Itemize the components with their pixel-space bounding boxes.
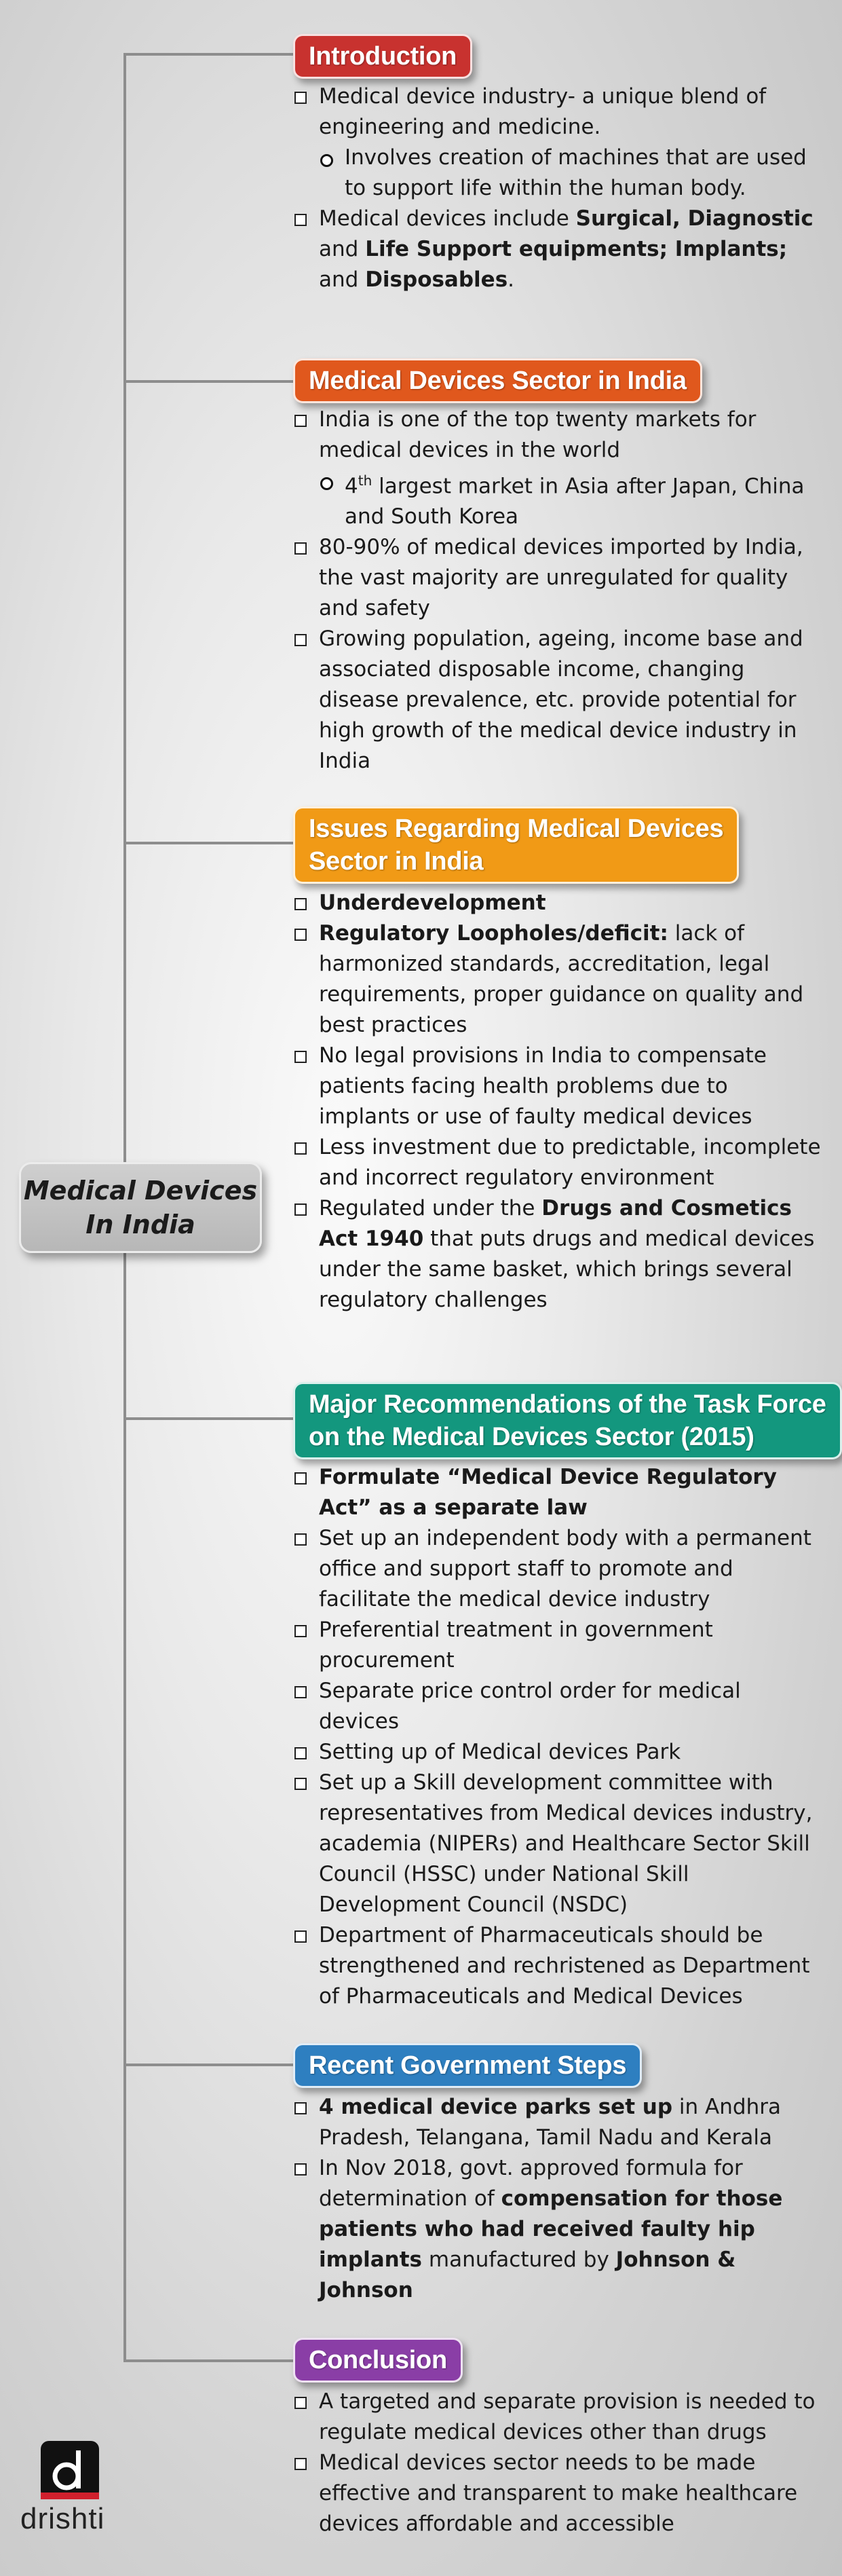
bullet-item: Formulate “Medical Device Regulatory Act” as a separate law <box>293 1462 822 1523</box>
bullet-item: Medical device industry- a unique blend of engineering and medicine. <box>293 81 822 143</box>
center-title-line1: Medical Devices <box>23 1176 258 1206</box>
section-government-steps-list <box>293 2092 822 2306</box>
bullet-item: Growing population, ageing, income base and associated disposable income, changing disease prevalence, etc. provide potential for high growth of the medical device industry in India <box>293 624 822 777</box>
section-recommendations-list <box>293 1462 822 2012</box>
bullet-item: Set up an independent body with a permanent office and support staff to promote and facilitate the medical device industry <box>293 1523 822 1615</box>
bullet-item: India is one of the top twenty markets for medical devices in the world <box>293 405 822 466</box>
bullet-item: 80-90% of medical devices imported by India, the vast majority are unregulated for quality and safety <box>293 532 822 624</box>
bullet-item: Department of Pharmaceuticals should be strengthened and rechristened as Department of Pharmaceuticals and Medical Devices <box>293 1920 822 2012</box>
section-issues-list <box>293 888 822 1315</box>
bullet-item: Regulatory Loopholes/deficit: lack of harmonized standards, accreditation, legal requirements, proper guidance on quality and best practices <box>293 918 822 1041</box>
center-title-line2: In India <box>85 1210 195 1239</box>
heading-conclusion: Conclusion <box>293 2338 463 2383</box>
tree-branch-line <box>123 53 300 56</box>
bullet-item: Regulated under the Drugs and Cosmetics Act 1940 that puts drugs and medical devices under the same basket, which brings several regulatory challenges <box>293 1193 822 1315</box>
section-sector-list <box>293 405 822 777</box>
bullet-item: Separate price control order for medical devices <box>293 1676 822 1737</box>
bullet-item: Medical devices sector needs to be made effective and transparent to make healthcare devices affordable and accessible <box>293 2448 822 2539</box>
tree-branch-line <box>123 1417 300 1420</box>
logo-text: drishti <box>20 2502 105 2535</box>
sub-bullet-item: Involves creation of machines that are used to support life within the human body. <box>293 143 822 204</box>
bullet-item: In Nov 2018, govt. approved formula for determination of compensation for those patients who had received faulty hip implants manufactured by Johnson & Johnson <box>293 2153 822 2306</box>
heading-government-steps: Recent Government Steps <box>293 2043 642 2088</box>
heading-sector-in-india: Medical Devices Sector in India <box>293 358 702 403</box>
tree-branch-line <box>123 2359 300 2362</box>
bullet-item: Set up a Skill development committee with representatives from Medical devices industry, academia (NIPERs) and Healthcare Sector Skill Council (HSSC) under National Skill Development Council (NSDC) <box>293 1768 822 1920</box>
section-introduction-list <box>293 81 822 295</box>
bullet-item: Medical devices include Surgical, Diagnostic and Life Support equipments; Implants; and Disposables. <box>293 204 822 295</box>
bullet-item: No legal provisions in India to compensate patients facing health problems due to implants or use of faulty medical devices <box>293 1041 822 1132</box>
bullet-item: 4 medical device parks set up in Andhra Pradesh, Telangana, Tamil Nadu and Kerala <box>293 2092 822 2153</box>
section-conclusion-list <box>293 2387 822 2539</box>
heading-issues: Issues Regarding Medical Devices Sector in India <box>293 806 739 884</box>
sub-bullet-item: 4th largest market in Asia after Japan, China and South Korea <box>293 466 822 532</box>
bullet-item: Underdevelopment <box>293 888 822 918</box>
heading-recommendations: Major Recommendations of the Task Force on the Medical Devices Sector (2015) <box>293 1382 842 1459</box>
drishti-logo-icon <box>41 2441 99 2499</box>
bullet-item: Preferential treatment in government procurement <box>293 1615 822 1676</box>
tree-branch-line <box>123 380 300 383</box>
bullet-item: A targeted and separate provision is needed to regulate medical devices other than drugs <box>293 2387 822 2448</box>
bullet-item: Less investment due to predictable, incomplete and incorrect regulatory environment <box>293 1132 822 1193</box>
tree-branch-line <box>123 2064 300 2066</box>
center-title-box <box>19 1162 262 1253</box>
heading-introduction: Introduction <box>293 34 472 79</box>
bullet-item: Setting up of Medical devices Park <box>293 1737 822 1768</box>
tree-branch-line <box>123 842 300 844</box>
